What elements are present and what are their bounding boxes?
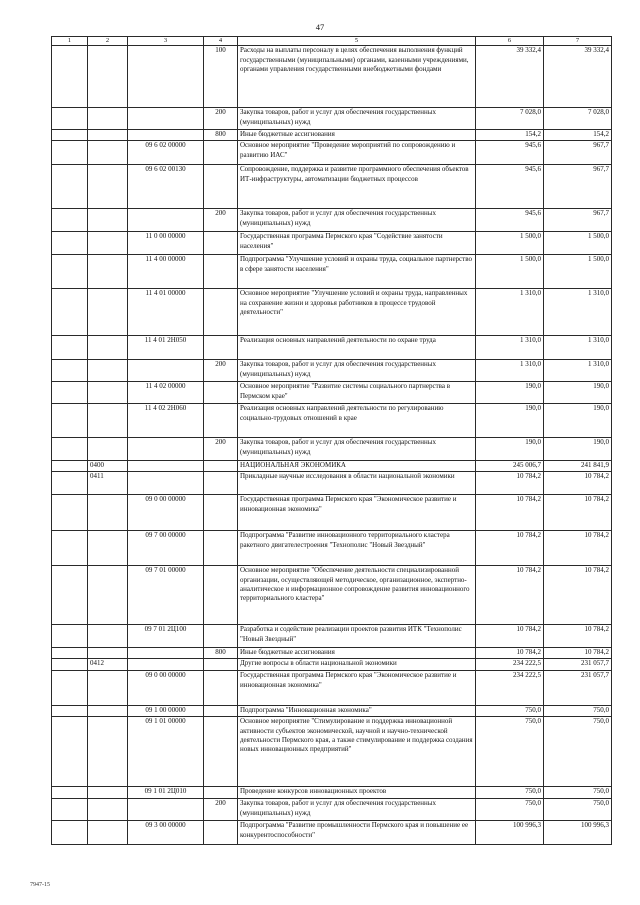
cell-name: Иные бюджетные ассигнования: [238, 648, 476, 659]
cell-target-code: [128, 438, 204, 461]
table-row: [52, 706, 612, 717]
cell-amount-year1: 1 310,0: [476, 289, 544, 336]
cell-amount-year1: 234 222,5: [476, 659, 544, 671]
cell-name: Подпрограмма "Развитие инновационного территориального кластера ракетного двигателестроения "Технополис "Новый Звездный": [238, 531, 476, 566]
cell-amount-year2: 750,0: [544, 787, 612, 799]
column-header-1: 1: [52, 37, 88, 46]
cell-section-code: [88, 625, 128, 648]
cell-target-code: 11 4 01 2Н050: [128, 336, 204, 360]
table-body: [52, 46, 612, 845]
cell-expense-type: 200: [204, 108, 238, 130]
cell-target-code: 11 4 00 00000: [128, 255, 204, 289]
cell-col1: [52, 209, 88, 232]
cell-section-code: [88, 382, 128, 404]
table-row: [52, 531, 612, 566]
cell-amount-year2: 1 310,0: [544, 360, 612, 382]
cell-col1: [52, 787, 88, 799]
cell-col1: [52, 46, 88, 108]
table-row: [52, 108, 612, 130]
cell-amount-year1: 750,0: [476, 787, 544, 799]
cell-col1: [52, 130, 88, 141]
cell-target-code: 11 0 00 00000: [128, 232, 204, 255]
cell-expense-type: [204, 821, 238, 845]
cell-col1: [52, 566, 88, 625]
column-header-2: 2: [88, 37, 128, 46]
cell-name: Государственная программа Пермского края "Содействие занятости населения": [238, 232, 476, 255]
cell-amount-year2: 39 332,4: [544, 46, 612, 108]
cell-section-code: [88, 787, 128, 799]
cell-amount-year1: 945,6: [476, 209, 544, 232]
cell-amount-year2: 1 310,0: [544, 336, 612, 360]
cell-target-code: 09 1 01 00000: [128, 717, 204, 787]
cell-amount-year1: 10 784,2: [476, 625, 544, 648]
cell-target-code: [128, 360, 204, 382]
cell-amount-year2: 967,7: [544, 209, 612, 232]
cell-expense-type: 800: [204, 130, 238, 141]
cell-amount-year2: 10 784,2: [544, 495, 612, 531]
cell-name: Закупка товаров, работ и услуг для обеспечения государственных (муниципальных) нужд: [238, 108, 476, 130]
cell-amount-year2: 750,0: [544, 706, 612, 717]
cell-amount-year2: 231 057,7: [544, 671, 612, 706]
cell-amount-year2: 241 841,9: [544, 461, 612, 472]
cell-col1: [52, 659, 88, 671]
cell-target-code: [128, 209, 204, 232]
cell-amount-year1: 190,0: [476, 404, 544, 438]
cell-section-code: [88, 255, 128, 289]
cell-amount-year1: 945,6: [476, 165, 544, 209]
cell-section-code: [88, 165, 128, 209]
cell-name: Основное мероприятие "Проведение мероприятий по сопровождению и развитию ИАС": [238, 141, 476, 165]
cell-expense-type: [204, 289, 238, 336]
cell-target-code: 09 6 02 00000: [128, 141, 204, 165]
cell-name: Реализация основных направлений деятельности по охране труда: [238, 336, 476, 360]
cell-amount-year1: 190,0: [476, 438, 544, 461]
cell-expense-type: [204, 141, 238, 165]
cell-col1: [52, 438, 88, 461]
table-row: [52, 659, 612, 671]
cell-name: Реализация основных направлений деятельности по регулированию социально-трудовых отношений в крае: [238, 404, 476, 438]
cell-expense-type: 200: [204, 438, 238, 461]
cell-amount-year1: 245 006,7: [476, 461, 544, 472]
cell-section-code: [88, 336, 128, 360]
cell-col1: [52, 472, 88, 495]
cell-name: Прикладные научные исследования в области национальной экономики: [238, 472, 476, 495]
cell-target-code: [128, 46, 204, 108]
cell-section-code: [88, 141, 128, 165]
cell-col1: [52, 648, 88, 659]
cell-section-code: [88, 209, 128, 232]
cell-name: Государственная программа Пермского края "Экономическое развитие и инновационная экономика": [238, 671, 476, 706]
column-header-4: 4: [204, 37, 238, 46]
cell-col1: [52, 717, 88, 787]
cell-expense-type: 800: [204, 648, 238, 659]
cell-amount-year1: 10 784,2: [476, 531, 544, 566]
cell-name: Расходы на выплаты персоналу в целях обеспечения выполнения функций государственными (муниципальными) органами, казенными учреждениями, органами управления государственными внебюджетными фондами: [238, 46, 476, 108]
table-row: [52, 360, 612, 382]
cell-expense-type: [204, 659, 238, 671]
table-row: [52, 461, 612, 472]
cell-section-code: [88, 531, 128, 566]
cell-amount-year2: 154,2: [544, 130, 612, 141]
cell-section-code: 0412: [88, 659, 128, 671]
cell-expense-type: [204, 495, 238, 531]
cell-amount-year2: 231 057,7: [544, 659, 612, 671]
table-row: [52, 209, 612, 232]
cell-col1: [52, 255, 88, 289]
cell-expense-type: [204, 717, 238, 787]
cell-name: Закупка товаров, работ и услуг для обеспечения государственных (муниципальных) нужд: [238, 438, 476, 461]
column-header-3: 3: [128, 37, 204, 46]
cell-target-code: 09 7 01 00000: [128, 566, 204, 625]
cell-section-code: 0411: [88, 472, 128, 495]
cell-amount-year1: 945,6: [476, 141, 544, 165]
cell-col1: [52, 625, 88, 648]
cell-amount-year1: 234 222,5: [476, 671, 544, 706]
page-number: 47: [315, 22, 325, 32]
cell-target-code: 11 4 02 2Н060: [128, 404, 204, 438]
table-row: [52, 382, 612, 404]
cell-expense-type: [204, 461, 238, 472]
cell-col1: [52, 821, 88, 845]
column-header-7: 7: [544, 37, 612, 46]
cell-name: НАЦИОНАЛЬНАЯ ЭКОНОМИКА: [238, 461, 476, 472]
table-row: [52, 336, 612, 360]
table-row: [52, 495, 612, 531]
cell-expense-type: 100: [204, 46, 238, 108]
footer-code: 7947-15: [30, 882, 50, 888]
cell-section-code: [88, 438, 128, 461]
cell-amount-year1: 39 332,4: [476, 46, 544, 108]
cell-amount-year1: 7 028,0: [476, 108, 544, 130]
cell-section-code: [88, 717, 128, 787]
cell-section-code: [88, 232, 128, 255]
cell-amount-year2: 190,0: [544, 438, 612, 461]
cell-expense-type: [204, 336, 238, 360]
cell-col1: [52, 495, 88, 531]
cell-target-code: [128, 799, 204, 821]
cell-name: Основное мероприятие "Стимулирование и поддержка инновационной активности субъектов экономической, научной и научно-технической деятельности Пермского края, а также стимулирование и поддержка создания новых инновационных предприятий": [238, 717, 476, 787]
cell-section-code: [88, 289, 128, 336]
cell-amount-year1: 750,0: [476, 717, 544, 787]
cell-name: Разработка и содействие реализации проектов развития ИТК "Технополис "Новый Звездный": [238, 625, 476, 648]
cell-name: Основное мероприятие "Развитие системы социального партнерства в Пермском крае": [238, 382, 476, 404]
cell-name: Подпрограмма "Улучшение условий и охраны труда, социальное партнерство в сфере занятости населения": [238, 255, 476, 289]
cell-target-code: [128, 472, 204, 495]
cell-section-code: [88, 799, 128, 821]
column-header-6: 6: [476, 37, 544, 46]
cell-section-code: [88, 108, 128, 130]
cell-amount-year2: 190,0: [544, 404, 612, 438]
table-row: [52, 141, 612, 165]
cell-section-code: [88, 404, 128, 438]
cell-expense-type: [204, 706, 238, 717]
cell-expense-type: [204, 232, 238, 255]
cell-expense-type: 200: [204, 209, 238, 232]
table-row: [52, 787, 612, 799]
cell-col1: [52, 671, 88, 706]
table-row: [52, 438, 612, 461]
cell-col1: [52, 165, 88, 209]
cell-amount-year2: 190,0: [544, 382, 612, 404]
table-row: [52, 717, 612, 787]
cell-amount-year2: 1 500,0: [544, 232, 612, 255]
cell-amount-year2: 1 500,0: [544, 255, 612, 289]
table-row: [52, 566, 612, 625]
table-row: [52, 165, 612, 209]
cell-target-code: 11 4 02 00000: [128, 382, 204, 404]
cell-target-code: 09 7 00 00000: [128, 531, 204, 566]
cell-expense-type: [204, 566, 238, 625]
cell-target-code: 09 0 00 00000: [128, 671, 204, 706]
cell-amount-year2: 10 784,2: [544, 566, 612, 625]
cell-expense-type: [204, 165, 238, 209]
cell-amount-year2: 100 996,3: [544, 821, 612, 845]
table-row: [52, 648, 612, 659]
cell-name: Основное мероприятие "Улучшение условий и охраны труда, направленных на сохранение жизни и здоровья работников в процессе трудовой деятельности": [238, 289, 476, 336]
cell-name: Проведение конкурсов инновационных проектов: [238, 787, 476, 799]
cell-amount-year2: 10 784,2: [544, 472, 612, 495]
cell-amount-year1: 100 996,3: [476, 821, 544, 845]
cell-section-code: [88, 671, 128, 706]
cell-amount-year2: 10 784,2: [544, 531, 612, 566]
cell-amount-year1: 1 500,0: [476, 232, 544, 255]
cell-col1: [52, 382, 88, 404]
cell-target-code: 09 1 01 2Ц010: [128, 787, 204, 799]
cell-name: Подпрограмма "Инновационная экономика": [238, 706, 476, 717]
cell-target-code: [128, 461, 204, 472]
cell-target-code: [128, 130, 204, 141]
cell-amount-year2: 750,0: [544, 799, 612, 821]
cell-amount-year1: 154,2: [476, 130, 544, 141]
cell-col1: [52, 232, 88, 255]
cell-name: Государственная программа Пермского края "Экономическое развитие и инновационная экономика": [238, 495, 476, 531]
table-row: [52, 255, 612, 289]
cell-amount-year2: 967,7: [544, 141, 612, 165]
cell-target-code: 09 0 00 00000: [128, 495, 204, 531]
cell-section-code: [88, 648, 128, 659]
table-row: [52, 821, 612, 845]
table-row: [52, 46, 612, 108]
cell-col1: [52, 336, 88, 360]
cell-expense-type: [204, 531, 238, 566]
cell-expense-type: 200: [204, 799, 238, 821]
cell-amount-year2: 10 784,2: [544, 648, 612, 659]
cell-col1: [52, 360, 88, 382]
cell-section-code: [88, 706, 128, 717]
cell-expense-type: [204, 472, 238, 495]
budget-table: [51, 36, 612, 845]
cell-section-code: [88, 566, 128, 625]
cell-amount-year1: 10 784,2: [476, 472, 544, 495]
cell-amount-year1: 10 784,2: [476, 648, 544, 659]
table-row: [52, 472, 612, 495]
cell-target-code: 09 3 00 00000: [128, 821, 204, 845]
cell-col1: [52, 799, 88, 821]
cell-expense-type: [204, 671, 238, 706]
cell-amount-year1: 1 310,0: [476, 336, 544, 360]
cell-target-code: 09 1 00 00000: [128, 706, 204, 717]
cell-amount-year1: 10 784,2: [476, 495, 544, 531]
cell-name: Другие вопросы в области национальной экономики: [238, 659, 476, 671]
cell-section-code: [88, 360, 128, 382]
cell-col1: [52, 461, 88, 472]
column-header-5: 5: [238, 37, 476, 46]
cell-amount-year1: 1 500,0: [476, 255, 544, 289]
cell-amount-year2: 7 028,0: [544, 108, 612, 130]
cell-expense-type: [204, 382, 238, 404]
cell-expense-type: [204, 787, 238, 799]
cell-name: Иные бюджетные ассигнования: [238, 130, 476, 141]
cell-expense-type: 200: [204, 360, 238, 382]
cell-amount-year1: 1 310,0: [476, 360, 544, 382]
cell-amount-year2: 967,7: [544, 165, 612, 209]
cell-col1: [52, 531, 88, 566]
cell-amount-year2: 10 784,2: [544, 625, 612, 648]
cell-amount-year2: 1 310,0: [544, 289, 612, 336]
cell-amount-year2: 750,0: [544, 717, 612, 787]
cell-section-code: [88, 495, 128, 531]
cell-col1: [52, 108, 88, 130]
cell-target-code: [128, 108, 204, 130]
cell-amount-year1: 750,0: [476, 706, 544, 717]
cell-name: Закупка товаров, работ и услуг для обеспечения государственных (муниципальных) нужд: [238, 799, 476, 821]
cell-target-code: [128, 648, 204, 659]
cell-section-code: 0400: [88, 461, 128, 472]
table-row: [52, 289, 612, 336]
cell-amount-year1: 10 784,2: [476, 566, 544, 625]
cell-target-code: 09 7 01 2Ц100: [128, 625, 204, 648]
cell-col1: [52, 289, 88, 336]
table-row: [52, 625, 612, 648]
cell-expense-type: [204, 404, 238, 438]
cell-target-code: 09 6 02 00130: [128, 165, 204, 209]
cell-name: Закупка товаров, работ и услуг для обеспечения государственных (муниципальных) нужд: [238, 209, 476, 232]
cell-col1: [52, 141, 88, 165]
cell-expense-type: [204, 625, 238, 648]
table-row: [52, 799, 612, 821]
table-row: [52, 671, 612, 706]
table-row: [52, 404, 612, 438]
cell-name: Подпрограмма "Развитие промышленности Пермского края и повышение ее конкурентоспособности": [238, 821, 476, 845]
cell-section-code: [88, 46, 128, 108]
cell-expense-type: [204, 255, 238, 289]
cell-target-code: 11 4 01 00000: [128, 289, 204, 336]
cell-name: Закупка товаров, работ и услуг для обеспечения государственных (муниципальных) нужд: [238, 360, 476, 382]
cell-name: Основное мероприятие "Обеспечение деятельности специализированной организации, осуществляющей методическое, организационное, экспертно-аналитическое и информационное сопровождение развития инновационного территориального кластера": [238, 566, 476, 625]
cell-amount-year1: 190,0: [476, 382, 544, 404]
header-row: [52, 37, 612, 46]
cell-amount-year1: 750,0: [476, 799, 544, 821]
cell-target-code: [128, 659, 204, 671]
cell-section-code: [88, 130, 128, 141]
cell-col1: [52, 706, 88, 717]
cell-col1: [52, 404, 88, 438]
table-row: [52, 130, 612, 141]
table-row: [52, 232, 612, 255]
cell-name: Сопровождение, поддержка и развитие программного обеспечения объектов ИТ-инфраструктуры, автоматизации бюджетных процессов: [238, 165, 476, 209]
cell-section-code: [88, 821, 128, 845]
